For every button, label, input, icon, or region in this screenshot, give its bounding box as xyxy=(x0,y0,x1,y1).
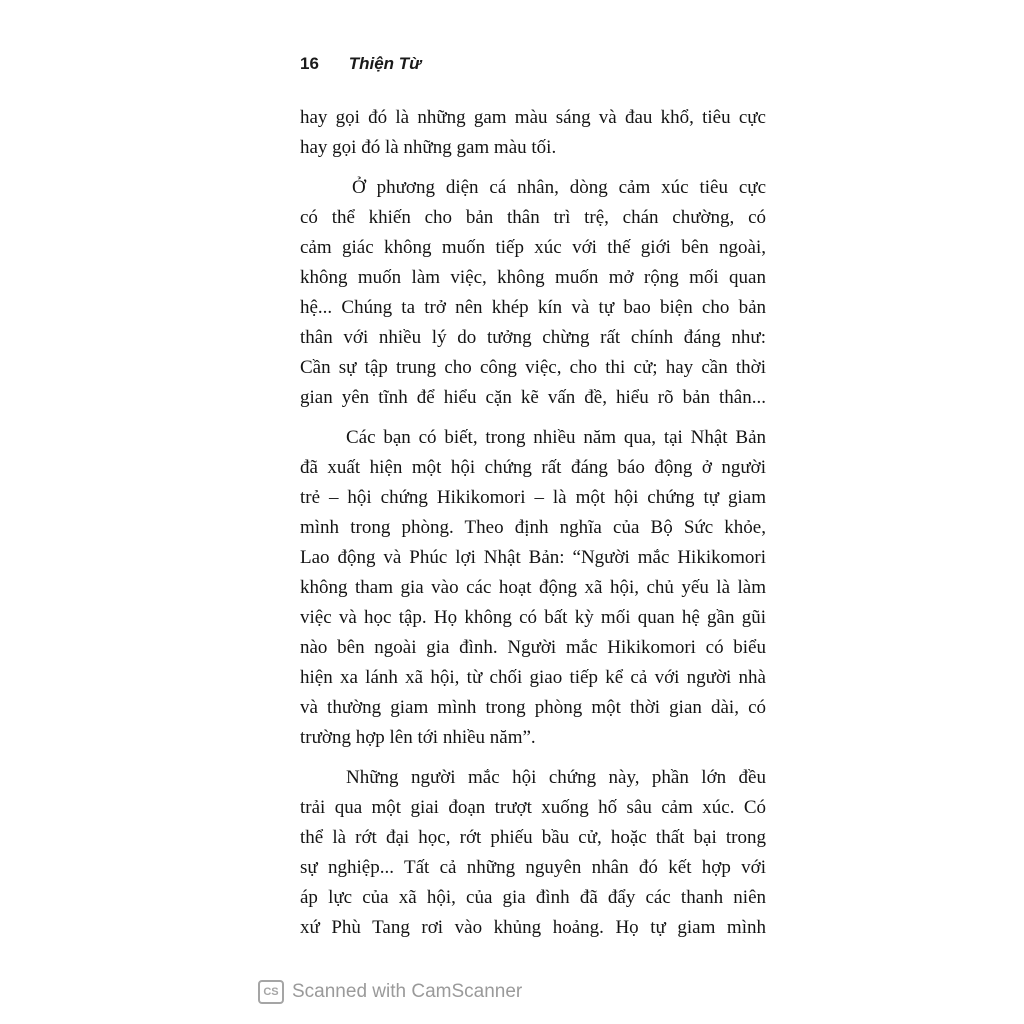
page-header xyxy=(300,54,421,80)
text-line: hay gọi đó là những gam màu sáng và đau khổ, tiêu cực xyxy=(300,107,766,128)
watermark-text: Scanned with CamScanner xyxy=(292,981,523,1002)
text-line: việc và học tập. Họ không có bất kỳ mối quan hệ gần gũi xyxy=(300,607,766,628)
text-line: có thể khiến cho bản thân trì trệ, chán chường, có xyxy=(300,207,766,228)
text-line: nào bên ngoài gia đình. Người mắc Hikikomori có biểu xyxy=(300,637,766,658)
text-line: trải qua một giai đoạn trượt xuống hố sâu cảm xúc. Có xyxy=(300,797,766,818)
text-line: hệ... Chúng ta trở nên khép kín và tự bao biện cho bản xyxy=(300,297,766,318)
text-line: không muốn làm việc, không muốn mở rộng mối quan xyxy=(300,267,766,288)
text-line: sự nghiệp... Tất cả những nguyên nhân đó kết hợp với xyxy=(300,857,766,878)
text-line: hiện xa lánh xã hội, từ chối giao tiếp kể cả với người nhà xyxy=(300,667,766,688)
text-line: Cần sự tập trung cho công việc, cho thi cử; hay cần thời xyxy=(300,357,766,378)
text-line: cảm giác không muốn tiếp xúc với thế giới bên ngoài, xyxy=(300,237,766,258)
text-line: trẻ – hội chứng Hikikomori – là một hội chứng tự giam xyxy=(300,487,766,508)
text-line: không tham gia vào các hoạt động xã hội, chủ yếu là làm xyxy=(300,577,766,598)
text-line: hay gọi đó là những gam màu tối. xyxy=(300,137,557,158)
body-text xyxy=(300,103,766,943)
running-title: Thiện Từ xyxy=(348,54,422,73)
text-line: Các bạn có biết, trong nhiều năm qua, tại Nhật Bản xyxy=(346,427,766,448)
text-line: gian yên tĩnh để hiểu cặn kẽ vấn đề, hiểu rõ bản thân... xyxy=(300,387,766,408)
text-line: thể là rớt đại học, rớt phiếu bầu cử, hoặc thất bại trong xyxy=(300,827,766,848)
text-line: trường hợp lên tới nhiều năm”. xyxy=(300,727,536,748)
scanner-watermark xyxy=(258,978,522,1006)
text-line: Những người mắc hội chứng này, phần lớn đều xyxy=(346,767,766,788)
text-line: Lao động và Phúc lợi Nhật Bản: “Người mắc Hikikomori xyxy=(300,547,766,568)
text-line: xứ Phù Tang rơi vào khủng hoảng. Họ tự giam mình xyxy=(300,917,766,938)
text-line: áp lực của xã hội, của gia đình đã đẩy các thanh niên xyxy=(300,887,766,908)
page-number: 16 xyxy=(300,54,319,73)
text-line: thân với nhiều lý do tưởng chừng rất chính đáng như: xyxy=(300,327,766,348)
text-line: đã xuất hiện một hội chứng rất đáng báo động ở người xyxy=(300,457,766,478)
text-line: và thường giam mình trong phòng một thời gian dài, có xyxy=(300,697,766,718)
camscanner-logo-icon: CS xyxy=(258,980,284,1004)
text-line: Ở phương diện cá nhân, dòng cảm xúc tiêu cực xyxy=(352,177,766,198)
text-line: mình trong phòng. Theo định nghĩa của Bộ Sức khỏe, xyxy=(300,517,766,538)
